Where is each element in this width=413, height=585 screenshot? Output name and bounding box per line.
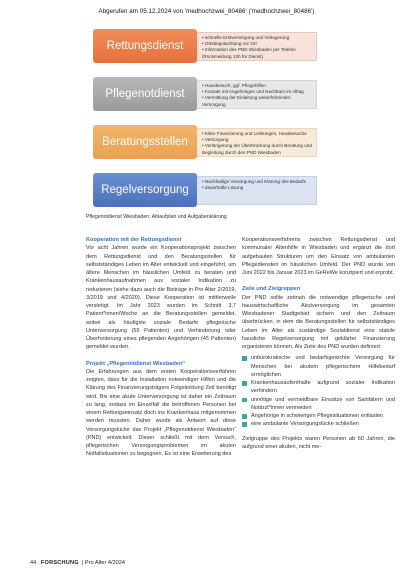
section-heading: Ziele und Zielgruppen [242, 286, 301, 293]
desc-item: • Information des PND Wiesbaden per Telefon (Rückmeldung 12h für Dienst) [202, 47, 312, 59]
list-item: eine ambulante Versorgungslücke schließen [242, 420, 395, 428]
desc-item: • Kläre Finanzierung und Leistungen, Hausbesuche [202, 131, 312, 137]
desc-item: • Versorgung [202, 137, 312, 143]
desc-item: • schnelle Erstversorgung und Verlagerung [202, 35, 312, 41]
desc-pflegenotdienst [189, 80, 317, 109]
desc-beratungsstellen [189, 128, 317, 157]
paragraph: Kooperationsverfahrens zwischen Rettungsdienst und kommunaler Altenhilfe in Wiesbaden und ergänzt die dort aufgebauten Strukturen um den Einsatz von ambulanten Pflegediensten im häuslichen Umfeld. Der PND wurde von Juni 2022 bis Januar 2023 im GeReWe konzipiert und erprobt. [242, 237, 395, 276]
journal-issue: Pro Alter 4/2024 [84, 560, 126, 566]
care-flow-diagram [93, 29, 317, 210]
diagram-row-rettungsdienst [93, 29, 317, 63]
desc-regelversorgung [189, 176, 317, 205]
section-heading: Projekt „Pflegenotdienst Wiesbaden“ [86, 360, 186, 367]
paragraph: Zielgruppe des Projekts waren Personen ab 60 Jahren, die aufgrund einer akuten, nicht me- [242, 435, 395, 450]
desc-item: • Kontakt mit Angehörigen und Nachbarn im Alltag [202, 89, 312, 95]
box-rettungsdienst: Rettungsdienst [93, 29, 197, 63]
retrieval-header: Abgerufen am 05.12.2024 von 'medhochzwei_80486' ('medhochzwei_80486') [98, 8, 315, 15]
page-number: 44 [30, 560, 37, 566]
desc-item: • dauerhafte Lösung [202, 185, 312, 191]
page-footer: 44 FORSCHUNG | Pro Alter 4/2024 [30, 560, 126, 566]
paragraph: Der PND sollte zeitnah die notwendige pflegerische und hauswirtschaftliche Akutversorgung im gesamten Wiesbadener Stadtgebiet sichern und den Zeitraum überbrücken, in dem die Beratungsstellen für selbstständiges Leben im Alter als zuständige Sozialdienst eine stabile hausliche Regelversorgung mit geklärter Finanzierung organisieren können. Als Ziele des PND wurden definiert: [242, 294, 395, 350]
desc-item: • Nachhaltige Versorgung und Klärung des Bedarfs [202, 179, 312, 185]
diagram-row-regelversorgung [93, 173, 317, 207]
desc-item: • Hausbesuch, ggf. Pflegehilfen [202, 83, 312, 89]
text-column-left [86, 236, 236, 459]
list-item: Krankenhausaufenthalte aufgrund sozialer Indikation verhindern [242, 379, 395, 396]
desc-item: • Verlängerung der Überbrückung durch Beratung und Begleitung durch den PND Wiesbaden [202, 143, 312, 155]
figure-caption: Pflegenotdienst Wiesbaden: Ablaufplan und Aufgabenklärung [86, 214, 227, 220]
list-item: unbürokratische und bedarfsgerechte Versorgung für Menschen bei akutem pflegerischem Hilfebedarf ermöglichen [242, 354, 395, 379]
desc-item: • Ortsbegutachtung vor Ort [202, 41, 312, 47]
box-regelversorgung: Regelversorgung [93, 173, 197, 207]
paragraph: Die Erfahrungen aus dem ersten Kooperationsverfahren zeigten, dass für die Installation notwendiger Hilfen und die Klärung des Finanzierungsträgers Folgeleistung Zeit benötigt wird. Bis eine akute Unterversorgung ist daher ein Zeitraum zu lang, sodass im Einzelfall die betroffenen Personen bei einem Rettungseinsatz doch ins Krankenhaus mitgenommen werden mussten. Daher wurde als Antwort auf diese Versorgungslücke das Projekt „Pflegenotdienst Wiesbaden“ (PND) entwickelt. Dieser schließt mit dem Versuch, pflegerischen Versorgungsproblemen im akuten Notfallsituationen zu begegnen. Es ist eine Erweiterung des [86, 368, 236, 458]
list-item: Angehörige in schwierigen Pflegesituationen entlasten [242, 412, 395, 420]
text-column-right [242, 236, 395, 451]
diagram-row-beratungsstellen [93, 125, 317, 159]
paragraph: Vor acht Jahren wurde ein Kooperationsprojekt zwischen dem Rettungsdienst und den Beratungsstellen für selbstständiges Leben im Alter entwickelt und eingeführt, um ältere Menschen im häuslichen Umfeld zu beraten und Krankenhausaufnahmen aus sozialer Indikation zu reduzieren (siehe dazu auch die Beiträge in Pro Alter 2/2019, 3/2019 und 4/2020). Diese Kooperation ist mittlerweile verstetigt. Im Jahr 2023 wurden im Schnitt 3,7 Patient*innen/Woche an die Beratungsstellen gemeldet, wobei als häufigste soziale Bedarfe pflegerische Unterversorgung (55 Patienten) und Verhinderung oder Überforderung eines pflegenden Angehörigen (45 Patienten) gemeldet wurden. [86, 245, 236, 351]
desc-rettungsdienst [189, 32, 317, 61]
box-beratungsstellen: Beratungsstellen [93, 125, 197, 159]
section-name: FORSCHUNG [40, 560, 79, 566]
diagram-row-pflegenotdienst [93, 77, 317, 111]
box-pflegenotdienst: Pflegenotdienst [93, 77, 197, 111]
goals-list [242, 354, 395, 428]
list-item: unnötige und vermeidbare Einsätze von Sanitätern und Notärzt*innen vermeiden [242, 396, 395, 413]
desc-item: • Vermittlung der Einleitung weiterführender Versorgung [202, 95, 312, 107]
section-heading: Kooperation mit der Rettungsdienst [86, 237, 182, 243]
